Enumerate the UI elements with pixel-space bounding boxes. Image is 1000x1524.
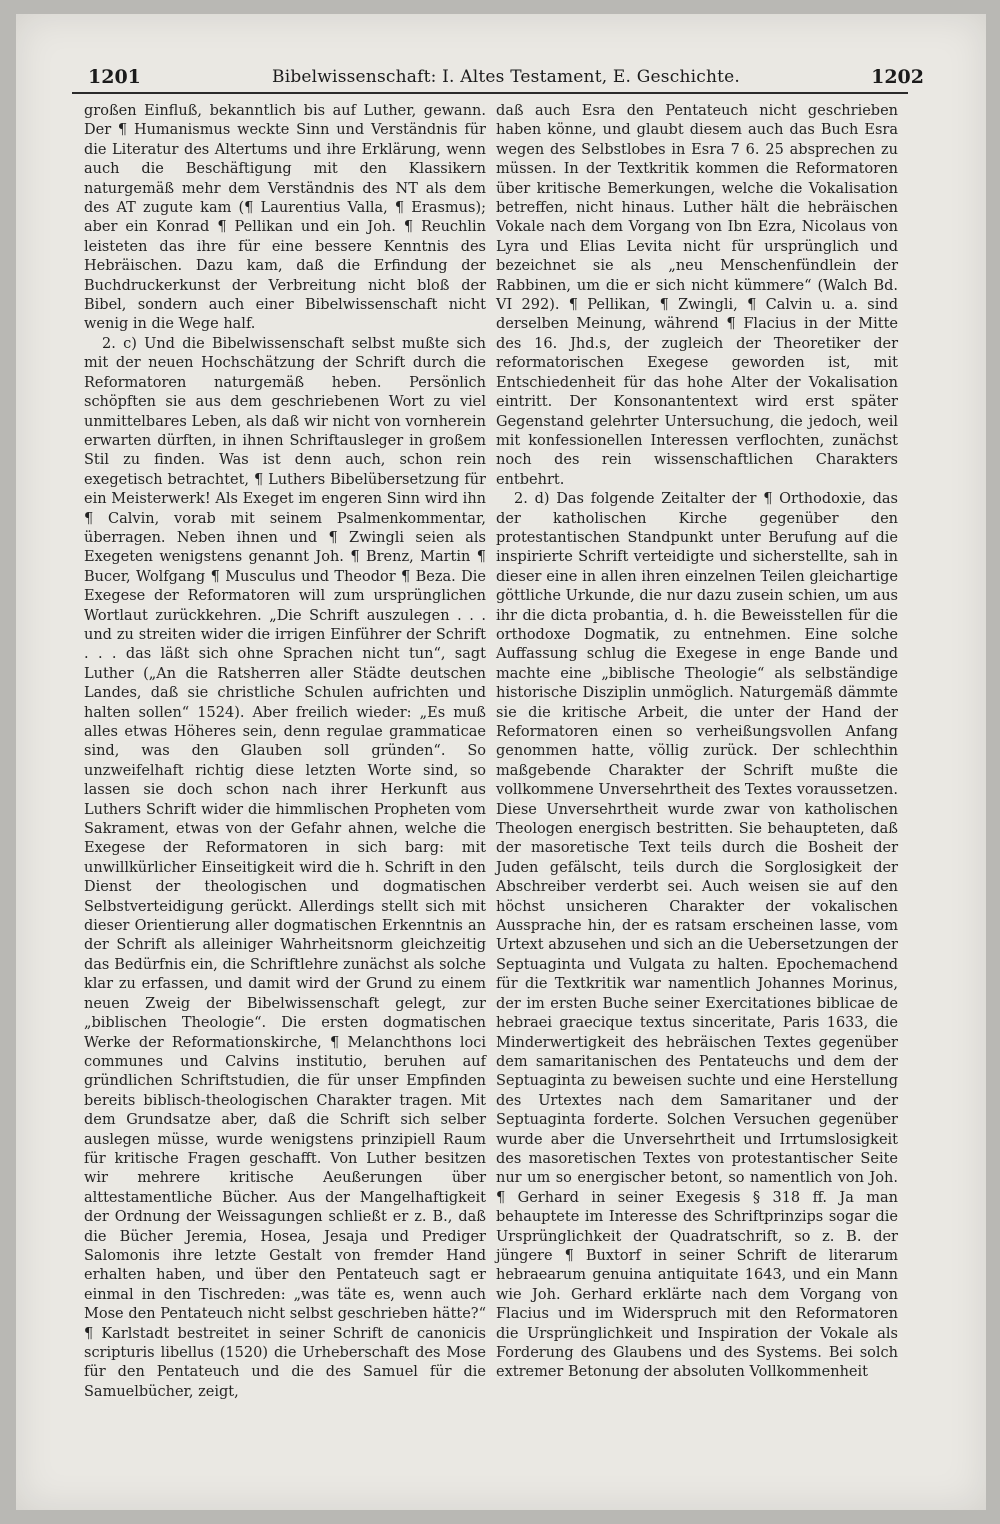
paragraph: großen Einfluß, bekanntlich bis auf Luther, gewann. Der ¶ Humanismus weckte Sinn und Verständnis für die Literatur des Altertums und ihre Erklärung, wenn auch die Beschäftigung mit den Klassikern naturgemäß mehr dem Verständnis des NT als dem des AT zugute kam (¶ Laurentius Valla, ¶ Erasmus); aber ein Konrad ¶ Pellikan und ein Joh. ¶ Reuchlin leisteten das ihre für eine bessere Kenntnis des Hebräischen. Dazu kam, daß die Erfindung der Buchdruckerkunst der Verbreitung nicht bloß der Bibel, sondern auch einer Bibelwissenschaft nicht wenig in die Wege half. [84,103,486,333]
paragraph: daß auch Esra den Pentateuch nicht geschrieben haben könne, und glaubt diesem auch das Buch Esra wegen des Selbstlobes in Esra 7 6. 25 absprechen zu müssen. In der Textkritik kommen die Reformatoren über kritische Bemerkungen, welche die Vokalisation betreffen, nicht hinaus. Luther hält die hebräischen Vokale nach dem Vorgang von Ibn Ezra, Nicolaus von Lyra und Elias Levita nicht für ursprünglich und bezeichnet sie als „neu Menschenfündlein der Rabbinen, um die er sich nicht kümmere“ (Walch Bd. VI 292). ¶ Pellikan, ¶ Zwingli, ¶ Calvin u. a. sind derselben Meinung, während ¶ Flacius in der Mitte des 16. Jhd.s, der zugleich der Theoretiker der reformatorischen Exegese geworden ist, mit Entschiedenheit für das hohe Alter der Vokalisation eintritt. Der Konsonantentext wird erst später Gegenstand gelehrter Untersuchung, die jedoch, weil mit konfessionellen Interessen verflochten, zunächst noch des rein wissenschaftlichen Charakters entbehrt. [496,103,898,488]
page-number-left: 1201 [88,66,141,88]
left-column [84,102,486,1402]
paragraph: 2. d) Das folgende Zeitalter der ¶ Orthodoxie, das der katholischen Kirche gegenüber den protestantischen Standpunkt unter Berufung auf die inspirierte Schrift verteidigte und sicherstellte, sah in dieser eine in allen ihren einzelnen Teilen gleichartige göttliche Urkunde, die nur dazu zusein schien, um aus ihr die dicta probantia, d. h. die Beweisstellen für die orthodoxe Dogmatik, zu entnehmen. Eine solche Auffassung schlug die Exegese in enge Bande und machte eine „biblische Theologie“ als selbständige historische Disziplin unmöglich. Naturgemäß dämmte sie die kritische Arbeit, die unter der Hand der Reformatoren einen so verheißungsvollen Anfang genommen hatte, völlig zurück. Der schlechthin maßgebende Charakter der Schrift mußte die vollkommene Unversehrtheit des Textes voraussetzen. Diese Unversehrtheit wurde zwar von katholischen Theologen energisch bestritten. Sie behaupteten, daß der masoretische Text teils durch die Bosheit der Juden gefälscht, teils durch die Sorglosigkeit der Abschreiber verderbt sei. Auch weisen sie auf den höchst unsicheren Charakter der vokalischen Aussprache hin, der es ratsam erscheinen lasse, vom Urtext abzusehen und sich an die Uebersetzungen der Septuaginta und Vulgata zu halten. Epochemachend für die Textkritik war namentlich Johannes Morinus, der im ersten Buche seiner Exercitationes biblicae de hebraei graecique textus sinceritate, Paris 1633, die Minderwertigkeit des hebräischen Textes gegenüber dem samaritanischen des Pentateuchs und dem der Septuaginta zu beweisen suchte und eine Herstellung des Urtextes nach dem Samaritaner und der Septuaginta forderte. Solchen Versuchen gegenüber wurde aber die Unversehrtheit und Irrtumslosigkeit des masoretischen Textes von protestantischer Seite nur um so energischer betont, so namentlich von Joh. ¶ Gerhard in seiner Exegesis § 318 ff. Ja man behauptete im Interesse des Schriftprinzips sogar die Ursprünglichkeit der Quadratschrift, so z. B. der jüngere ¶ Buxtorf in seiner Schrift de literarum hebraearum genuina antiquitate 1643, und ein Mann wie Joh. Gerhard erklärte nach dem Vorgang von Flacius und im Widerspruch mit den Reformatoren die Ursprünglichkeit und Inspiration der Vokale als Forderung des Glaubens und des Systems. Bei solch extremer Betonung der absoluten Vollkommenheit [496,491,898,1381]
paragraph: 2. c) Und die Bibelwissenschaft selbst mußte sich mit der neuen Hochschätzung der Schrift durch die Reformatoren naturgemäß heben. Persönlich schöpften sie aus dem geschriebenen Wort zu viel unmittelbares Leben, als daß wir nicht von vornherein erwarten dürften, in ihnen Schriftausleger in großem Stil zu finden. Was ist denn auch, schon rein exegetisch betrachtet, ¶ Luthers Bibelübersetzung für ein Meisterwerk! Als Exeget im engeren Sinn wird ihn ¶ Calvin, vorab mit seinem Psalmenkommentar, überragen. Neben ihnen und ¶ Zwingli seien als Exegeten wenigstens genannt Joh. ¶ Brenz, Martin ¶ Bucer, Wolfgang ¶ Musculus und Theodor ¶ Beza. Die Exegese der Reformatoren will zum ursprünglichen Wortlaut zurückkehren. „Die Schrift auszulegen . . . und zu streiten wider die irrigen Einführer der Schrift . . . das läßt sich ohne Sprachen nicht tun“, sagt Luther („An die Ratsherren aller Städte deutschen Landes, daß sie christliche Schulen aufrichten und halten sollen“ 1524). Aber freilich wieder: „Es muß alles etwas Höheres sein, denn regulae grammaticae sind, was den Glauben soll gründen“. So unzweifelhaft richtig diese letzten Worte sind, so lassen sie doch schon nach ihrer Herkunft aus Luthers Schrift wider die himmlischen Propheten vom Sakrament, etwas von der Gefahr ahnen, welche die Exegese der Reformatoren in sich barg: mit unwillkürlicher Einseitigkeit wird die h. Schrift in den Dienst der theologischen und dogmatischen Selbstverteidigung gerückt. Allerdings stellt sich mit dieser Orientierung aller dogmatischen Erkenntnis an der Schrift als alleiniger Wahrheitsnorm gleichzeitig das Bedürfnis ein, die Schriftlehre zunächst als solche klar zu erfassen, und damit wird der Grund zu einem neuen Zweig der Bibelwissenschaft gelegt, zur „biblischen Theologie“. Die ersten dogmatischen Werke der Reformationskirche, ¶ Melanchthons loci communes und Calvins institutio, beruhen auf gründlichen Schriftstudien, die für unser Empfinden bereits biblisch-theologischen Charakter tragen. Mit dem Grundsatze aber, daß die Schrift sich selber auslegen müsse, wurde wenigstens prinzipiell Raum für kritische Fragen geschafft. Von Luther besitzen wir mehrere kritische Aeußerungen über alttestamentliche Bücher. Aus der Mangelhaftigkeit der Ordnung der Weissagungen schließt er z. B., daß die Bücher Jeremia, Hosea, Jesaja und Prediger Salomonis ihre letzte Gestalt von fremder Hand erhalten haben, und über den Pentateuch sagt er einmal in den Tischreden: „was täte es, wenn auch Mose den Pentateuch nicht selbst geschrieben hätte?“ ¶ Karlstadt bestreitet in seiner Schrift de canonicis scripturis libellus (1520) die Urheberschaft des Mose für den Pentateuch und die des Samuel für die Samuelbücher, zeigt, [84,335,486,1400]
running-title: Bibelwissenschaft: I. Altes Testament, E. Geschichte. [272,67,740,87]
page-number-right: 1202 [871,66,924,88]
right-column [496,102,898,1383]
header-rule [72,92,908,94]
